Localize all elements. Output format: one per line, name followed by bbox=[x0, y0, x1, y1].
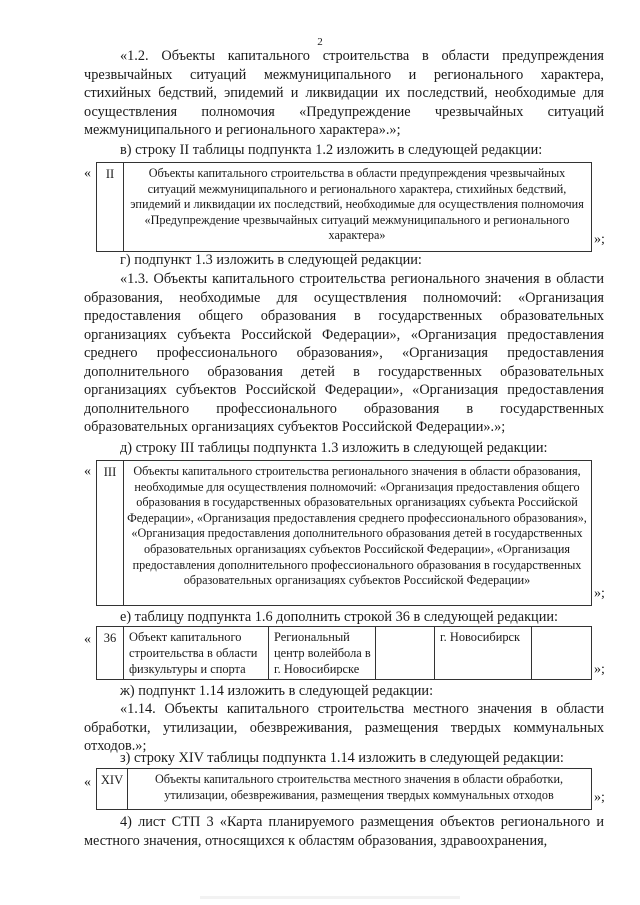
page-number: 2 bbox=[317, 36, 323, 48]
table-xiv-divider bbox=[127, 769, 128, 809]
table-36-location-cell bbox=[435, 627, 531, 679]
table-iii-close-quote: »; bbox=[594, 586, 605, 601]
table-36-open-quote: « bbox=[84, 632, 91, 647]
paragraph-1-3: «1.3. Объекты капитального строительства регионального значения в области образования, необходимые для осуществления полномочий: «Организация предоставления общего образования в государственных образовательных организациях субъекта Российской Федерации», «Организация предоставления среднего профессионального образования», «Организация предоставления дополнительного образования детей в государственных образовательных организациях субъектов Российской Федерации», «Организация предоставления дополнительного профессионального образования в государственных образовательных организациях субъектов Российской Федерации».»; bbox=[84, 271, 604, 435]
table-row-36 bbox=[96, 626, 592, 680]
paragraph-1-2: «1.2. Объекты капитального строительства в области предупреждения чрезвычайных ситуаций межмуниципального и регионального характера, стихийных бедствий, эпидемий и ликвидации их последствий, необходимые для осуществления полномочия «Предупреждение чрезвычайных ситуаций межмуниципального и регионального характера».»; bbox=[84, 48, 604, 138]
table-row-xiv bbox=[96, 768, 592, 810]
table-36-close-quote: »; bbox=[594, 662, 605, 677]
item-v: в) строку II таблицы подпункта 1.2 изложить в следующей редакции: bbox=[120, 142, 543, 158]
table-36-last-cell bbox=[532, 627, 590, 679]
table-ii-number: II bbox=[105, 167, 115, 181]
item-g: г) подпункт 1.3 изложить в следующей редакции: bbox=[120, 252, 422, 268]
table-xiv-text: Объекты капитального строительства местного значения в области обработки, утилизации, обезвреживания, размещения твердых коммунальных отходов bbox=[154, 772, 564, 802]
scan-artifact-divider bbox=[200, 896, 460, 899]
item-zh: ж) подпункт 1.14 изложить в следующей редакции: bbox=[120, 683, 434, 699]
table-iii-open-quote: « bbox=[84, 464, 91, 479]
paragraph-4: 4) лист СТП 3 «Карта планируемого размещения объектов регионального и местного значения, относящихся к областям образования, здравоохранения, bbox=[84, 814, 604, 849]
table-36-number: 36 bbox=[103, 631, 117, 645]
table-xiv-open-quote: « bbox=[84, 775, 91, 790]
table-row-ii bbox=[96, 162, 592, 252]
paragraph-1-14: «1.14. Объекты капитального строительства местного значения в области обработки, утилизации, обезвреживания, размещения твердых коммунальных отходов.»; bbox=[84, 701, 604, 754]
table-36-name-cell bbox=[269, 627, 375, 679]
table-ii-text: Объекты капитального строительства в области предупреждения чрезвычайных ситуаций межмуниципального и регионального характера, стихийных бедствий, эпидемий и ликвидации их последствий, необходимые для осуществления полномочия «Предупреждение чрезвычайных ситуаций межмуниципального и регионального характера» bbox=[130, 166, 584, 243]
item-e: е) таблицу подпункта 1.6 дополнить строкой 36 в следующей редакции: bbox=[120, 609, 558, 625]
table-36-object-cell bbox=[124, 627, 268, 679]
table-xiv-number: XIV bbox=[100, 773, 124, 787]
table-36-object-text: Объект капитального строительства в области физкультуры и спорта bbox=[129, 630, 258, 676]
table-iii-text: Объекты капитального строительства регионального значения в области образования, необходимые для осуществления полномочий: «Организация предоставления общего образования в государственных образовательных организациях субъекта Российской Федерации», «Организация предоставления среднего профессионального образования», «Организация предоставления дополнительного образования детей в государственных образовательных организациях субъектов Российской Федерации», «Организация предоставления дополнительного профессионального образования в государственных образовательных организациях субъектов Российской Федерации» bbox=[127, 464, 587, 588]
table-ii-close-quote: »; bbox=[594, 232, 605, 247]
table-36-name-text: Региональный центр волейбола в г. Новосибирске bbox=[274, 630, 371, 676]
table-36-location-text: г. Новосибирск bbox=[440, 630, 521, 644]
table-ii-divider bbox=[123, 163, 124, 251]
table-36-empty-cell bbox=[376, 627, 434, 679]
item-z: з) строку XIV таблицы подпункта 1.14 изложить в следующей редакции: bbox=[120, 750, 564, 766]
table-iii-number: III bbox=[103, 465, 117, 479]
table-iii-divider bbox=[123, 461, 124, 605]
table-row-iii bbox=[96, 460, 592, 606]
table-xiv-close-quote: »; bbox=[594, 790, 605, 805]
item-d: д) строку III таблицы подпункта 1.3 изложить в следующей редакции: bbox=[120, 440, 548, 456]
table-ii-open-quote: « bbox=[84, 166, 91, 181]
